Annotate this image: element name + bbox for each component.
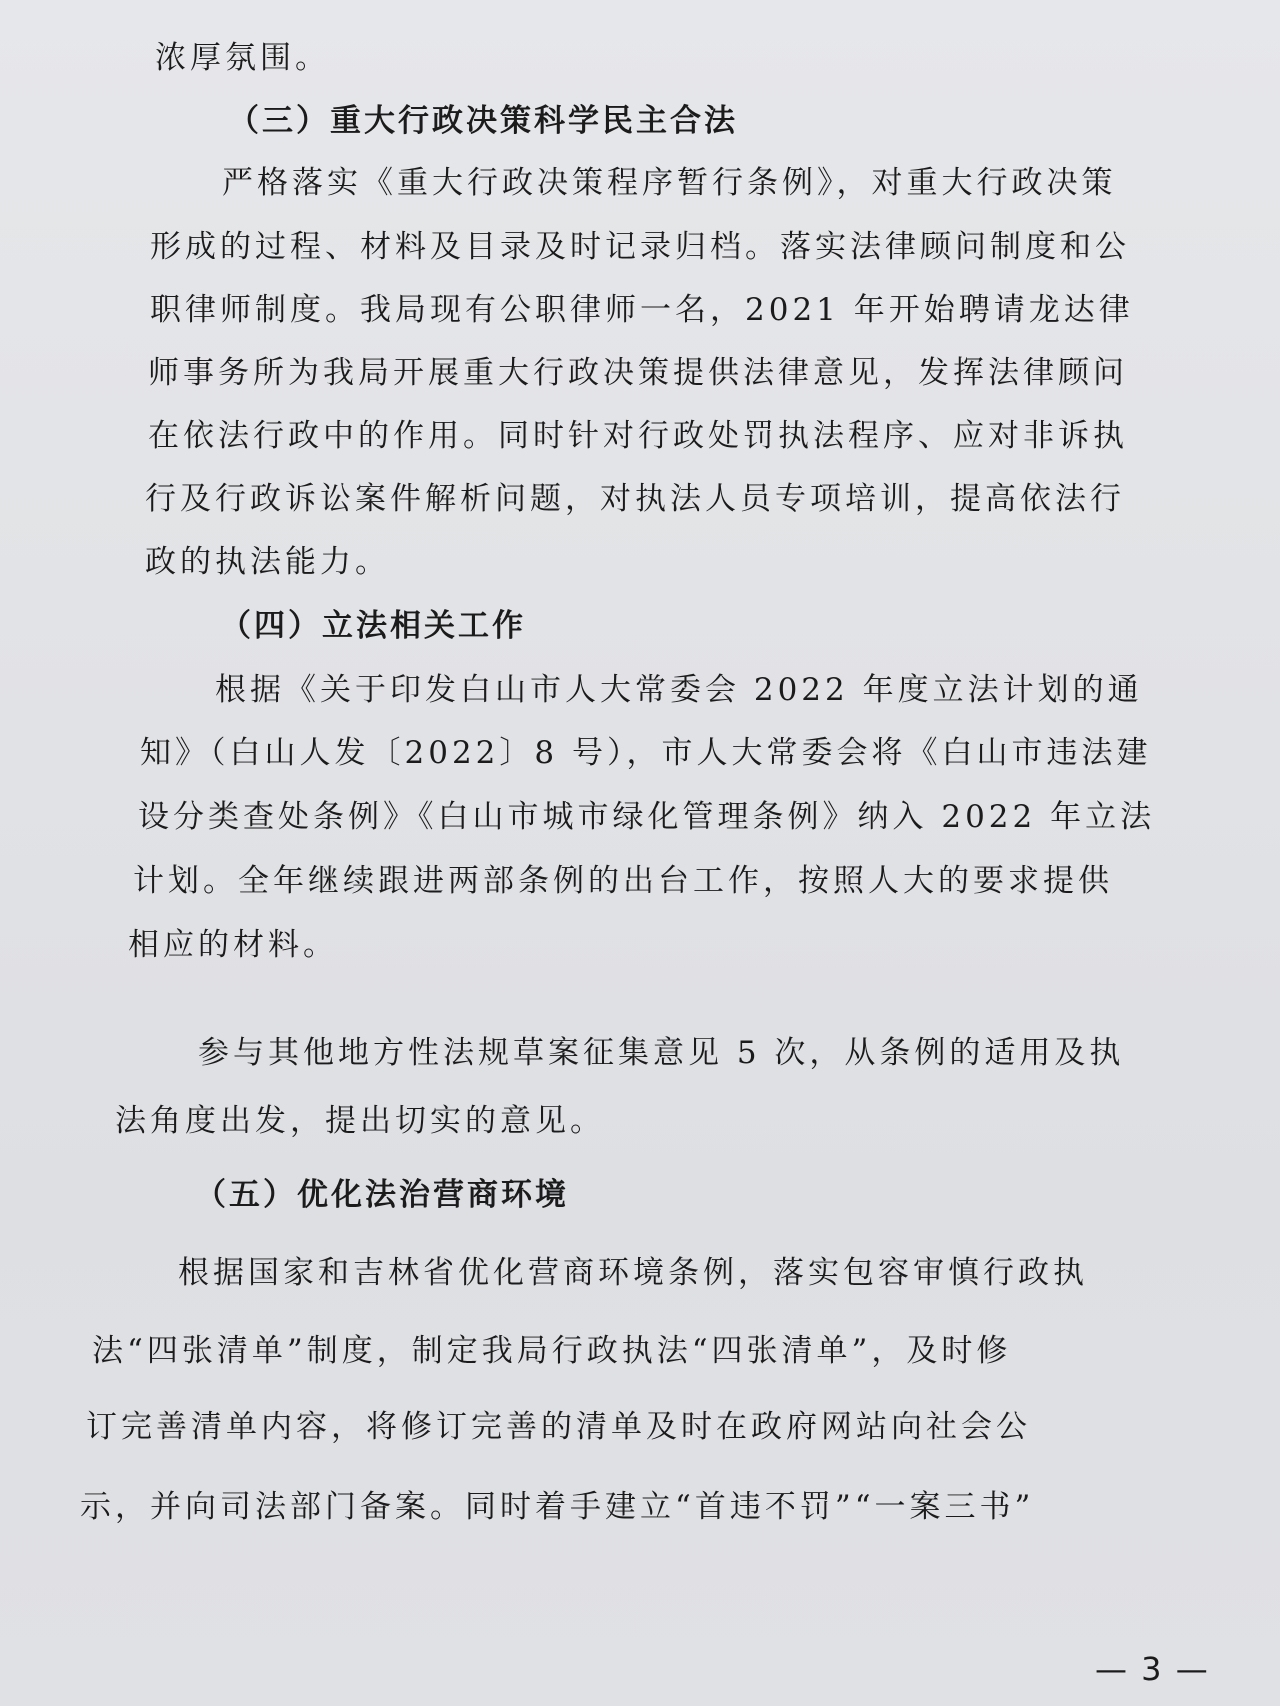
body-line: 职律师制度。我局现有公职律师一名，2021 年开始聘请龙达律 bbox=[150, 292, 1134, 328]
body-line: 示，并向司法部门备案。同时着手建立“首违不罚”“一案三书” bbox=[80, 1489, 1035, 1525]
body-line: 根据国家和吉林省优化营商环境条例，落实包容审慎行政执 bbox=[178, 1255, 1088, 1291]
section-heading-4: （四）立法相关工作 bbox=[220, 608, 526, 644]
body-line: 形成的过程、材料及目录及时记录归档。落实法律顾问制度和公 bbox=[150, 229, 1130, 265]
section-heading-5: （五）优化法治营商环境 bbox=[195, 1177, 569, 1213]
body-line: 政的执法能力。 bbox=[145, 544, 390, 580]
body-line: 严格落实《重大行政决策程序暂行条例》，对重大行政决策 bbox=[222, 165, 1117, 201]
body-line: 法“四张清单”制度，制定我局行政执法“四张清单”，及时修 bbox=[92, 1333, 1012, 1369]
body-line: 相应的材料。 bbox=[128, 927, 338, 963]
body-line: 行及行政诉讼案件解析问题，对执法人员专项培训，提高依法行 bbox=[145, 481, 1125, 517]
body-line: 师事务所为我局开展重大行政决策提供法律意见，发挥法律顾问 bbox=[148, 355, 1128, 391]
body-line: 法角度出发，提出切实的意见。 bbox=[115, 1103, 605, 1139]
section-heading-3: （三）重大行政决策科学民主合法 bbox=[228, 103, 738, 139]
body-line: 浓厚氛围。 bbox=[155, 40, 330, 76]
body-line: 在依法行政中的作用。同时针对行政处罚执法程序、应对非诉执 bbox=[148, 418, 1128, 454]
body-line: 知》（白山人发〔2022〕8 号），市人大常委会将《白山市违法建 bbox=[140, 735, 1152, 771]
body-line: 设分类查处条例》《白山市城市绿化管理条例》纳入 2022 年立法 bbox=[138, 799, 1156, 835]
body-line: 订完善清单内容，将修订完善的清单及时在政府网站向社会公 bbox=[86, 1409, 1031, 1445]
body-line: 参与其他地方性法规草案征集意见 5 次，从条例的适用及执 bbox=[198, 1035, 1125, 1071]
page-number: — 3 — bbox=[1095, 1650, 1210, 1688]
body-line: 计划。全年继续跟进两部条例的出台工作，按照人大的要求提供 bbox=[133, 863, 1113, 899]
body-line: 根据《关于印发白山市人大常委会 2022 年度立法计划的通 bbox=[215, 672, 1143, 708]
